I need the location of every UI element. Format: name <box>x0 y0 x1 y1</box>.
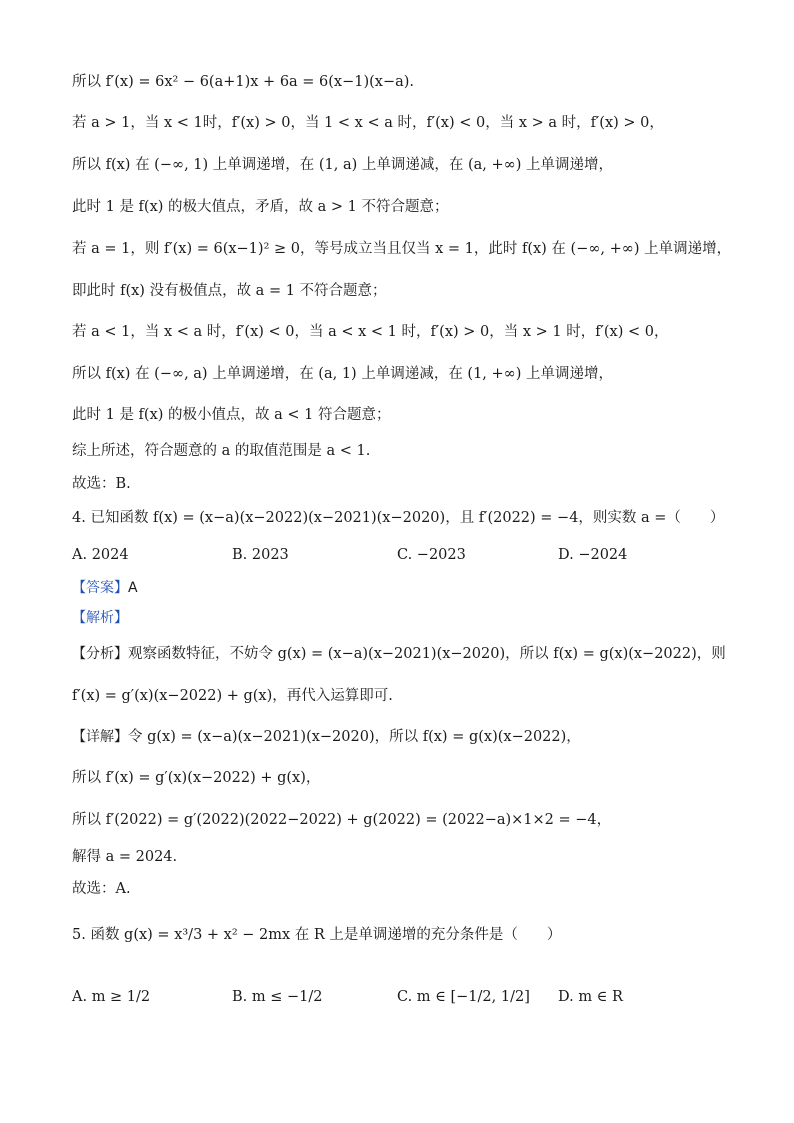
solution-choice: 故选：B. <box>72 476 131 492</box>
q4-stem: 4. 已知函数 f(x) = (x−a)(x−2022)(x−2021)(x−2020)，且 f′(2022) = −4，则实数 a =（ ） <box>72 510 725 526</box>
detail-text-1: 令 g(x) = (x−a)(x−2021)(x−2020)，所以 f(x) = g(x)(x−2022)， <box>128 729 581 745</box>
q4-detail-line-5: 故选：A. <box>72 881 131 897</box>
answer-tag: 【答案】 <box>72 580 128 596</box>
solution-line-7: 若 a < 1，当 x < a 时，f′(x) < 0，当 a < x < 1 时，f′(x) > 0，当 x > 1 时，f′(x) < 0， <box>72 324 669 340</box>
solution-line-6: 即此时 f(x) 没有极值点，故 a = 1 不符合题意； <box>72 283 387 299</box>
solution-line-4: 此时 1 是 f(x) 的极大值点，矛盾，故 a > 1 不符合题意； <box>72 199 449 215</box>
q4-analysis-line <box>72 608 128 628</box>
q4-fenxi-line-1 <box>72 644 726 664</box>
q4-detail-line-2: 所以 f′(x) = g′(x)(x−2022) + g(x)， <box>72 770 321 786</box>
q4-detail-line-3: 所以 f′(2022) = g′(2022)(2022−2022) + g(2022) = (2022−a)×1×2 = −4， <box>72 812 612 828</box>
solution-line-5: 若 a = 1，则 f′(x) = 6(x−1)² ≥ 0，等号成立当且仅当 x = 1，此时 f(x) 在 (−∞, +∞) 上单调递增， <box>72 241 732 257</box>
q5-stem: 5. 函数 g(x) = x³/3 + x² − 2mx 在 R 上是单调递增的充分条件是（ ） <box>72 927 562 943</box>
analysis-tag: 【解析】 <box>72 610 128 626</box>
fenxi-text-1: 观察函数特征，不妨令 g(x) = (x−a)(x−2021)(x−2020)，所以 f(x) = g(x)(x−2022)，则 <box>128 646 726 662</box>
q5-option-c: C. m ∈ [−1/2, 1/2] <box>397 989 530 1005</box>
solution-line-8: 所以 f(x) 在 (−∞, a) 上单调递增，在 (a, 1) 上单调递减，在 (1, +∞) 上单调递增， <box>72 366 614 382</box>
q4-option-a: A. 2024 <box>72 547 129 563</box>
solution-line-10: 综上所述，符合题意的 a 的取值范围是 a < 1. <box>72 443 371 459</box>
q4-answer-line <box>72 578 138 598</box>
q4-detail-line-4: 解得 a = 2024. <box>72 849 178 865</box>
q5-option-a: A. m ≥ 1/2 <box>72 989 151 1005</box>
q5-option-d: D. m ∈ R <box>558 989 623 1005</box>
q4-option-d: D. −2024 <box>558 547 628 563</box>
solution-line-3: 所以 f(x) 在 (−∞, 1) 上单调递增，在 (1, a) 上单调递减，在 (a, +∞) 上单调递增， <box>72 157 614 173</box>
answer-value: A <box>128 580 138 596</box>
q4-fenxi-line-2: f′(x) = g′(x)(x−2022) + g(x)，再代入运算即可. <box>72 688 393 704</box>
q4-option-c: C. −2023 <box>397 547 466 563</box>
q5-option-b: B. m ≤ −1/2 <box>232 989 323 1005</box>
solution-line-9: 此时 1 是 f(x) 的极小值点，故 a < 1 符合题意； <box>72 407 391 423</box>
q4-detail-line-1 <box>72 727 581 747</box>
solution-line-1: 所以 f′(x) = 6x² − 6(a+1)x + 6a = 6(x−1)(x−a). <box>72 74 415 90</box>
q4-option-b: B. 2023 <box>232 547 289 563</box>
solution-line-2: 若 a > 1，当 x < 1时，f′(x) > 0，当 1 < x < a 时，f′(x) < 0，当 x > a 时，f′(x) > 0， <box>72 115 664 131</box>
fenxi-tag: 【分析】 <box>72 646 128 662</box>
detail-tag: 【详解】 <box>72 729 128 745</box>
